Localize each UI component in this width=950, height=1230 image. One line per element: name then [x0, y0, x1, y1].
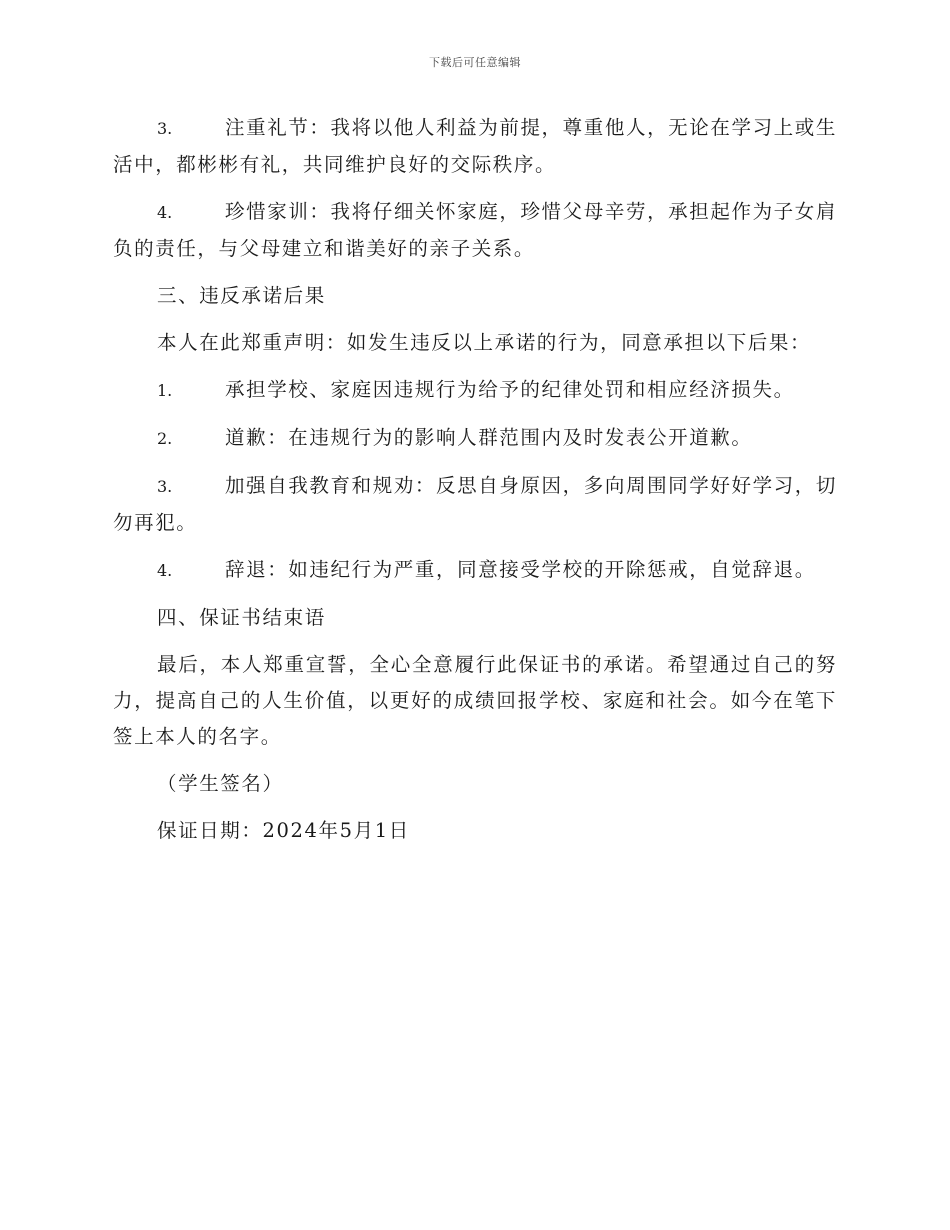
item-text: 加强自我教育和规劝：反思自身原因，多向周围同学好好学习，切勿再犯。 [113, 474, 837, 534]
item-text: 承担学校、家庭因违规行为给予的纪律处罚和相应经济损失。 [225, 378, 795, 401]
list-item [113, 552, 837, 589]
closing-paragraph: 最后，本人郑重宣誓，全心全意履行此保证书的承诺。希望通过自己的努力，提高自己的人生价值，以更好的成绩回报学校、家庭和社会。如今在笔下签上本人的名字。 [113, 653, 837, 748]
item-number: 1. [157, 381, 173, 400]
list-item [113, 372, 837, 409]
signature-line: （学生签名） [157, 772, 284, 795]
item-number: 4. [157, 203, 173, 222]
item-number: 4. [157, 561, 173, 580]
document-body [113, 110, 837, 860]
item-number: 3. [157, 477, 173, 496]
item-text: 珍惜家训：我将仔细关怀家庭，珍惜父母辛劳，承担起作为子女肩负的责任，与父母建立和谐美好的亲子关系。 [113, 200, 837, 260]
item-number: 2. [157, 429, 173, 448]
date-line: 保证日期：2024年5月1日 [157, 819, 410, 842]
item-text: 辞退：如违纪行为严重，同意接受学校的开除惩戒，自觉辞退。 [225, 558, 816, 581]
item-text: 注重礼节：我将以他人利益为前提，尊重他人，无论在学习上或生活中，都彬彬有礼，共同维护良好的交际秩序。 [113, 116, 837, 176]
section-heading: 四、保证书结束语 [157, 606, 326, 629]
list-item [113, 110, 837, 183]
section-heading: 三、违反承诺后果 [157, 284, 326, 307]
page-header: 下载后可任意编辑 [429, 56, 521, 69]
item-text: 道歉：在违规行为的影响人群范围内及时发表公开道歉。 [225, 426, 753, 449]
section-intro: 本人在此郑重声明：如发生违反以上承诺的行为，同意承担以下后果： [157, 331, 812, 354]
list-item [113, 420, 837, 457]
list-item [113, 194, 837, 267]
list-item [113, 468, 837, 541]
item-number: 3. [157, 119, 173, 138]
